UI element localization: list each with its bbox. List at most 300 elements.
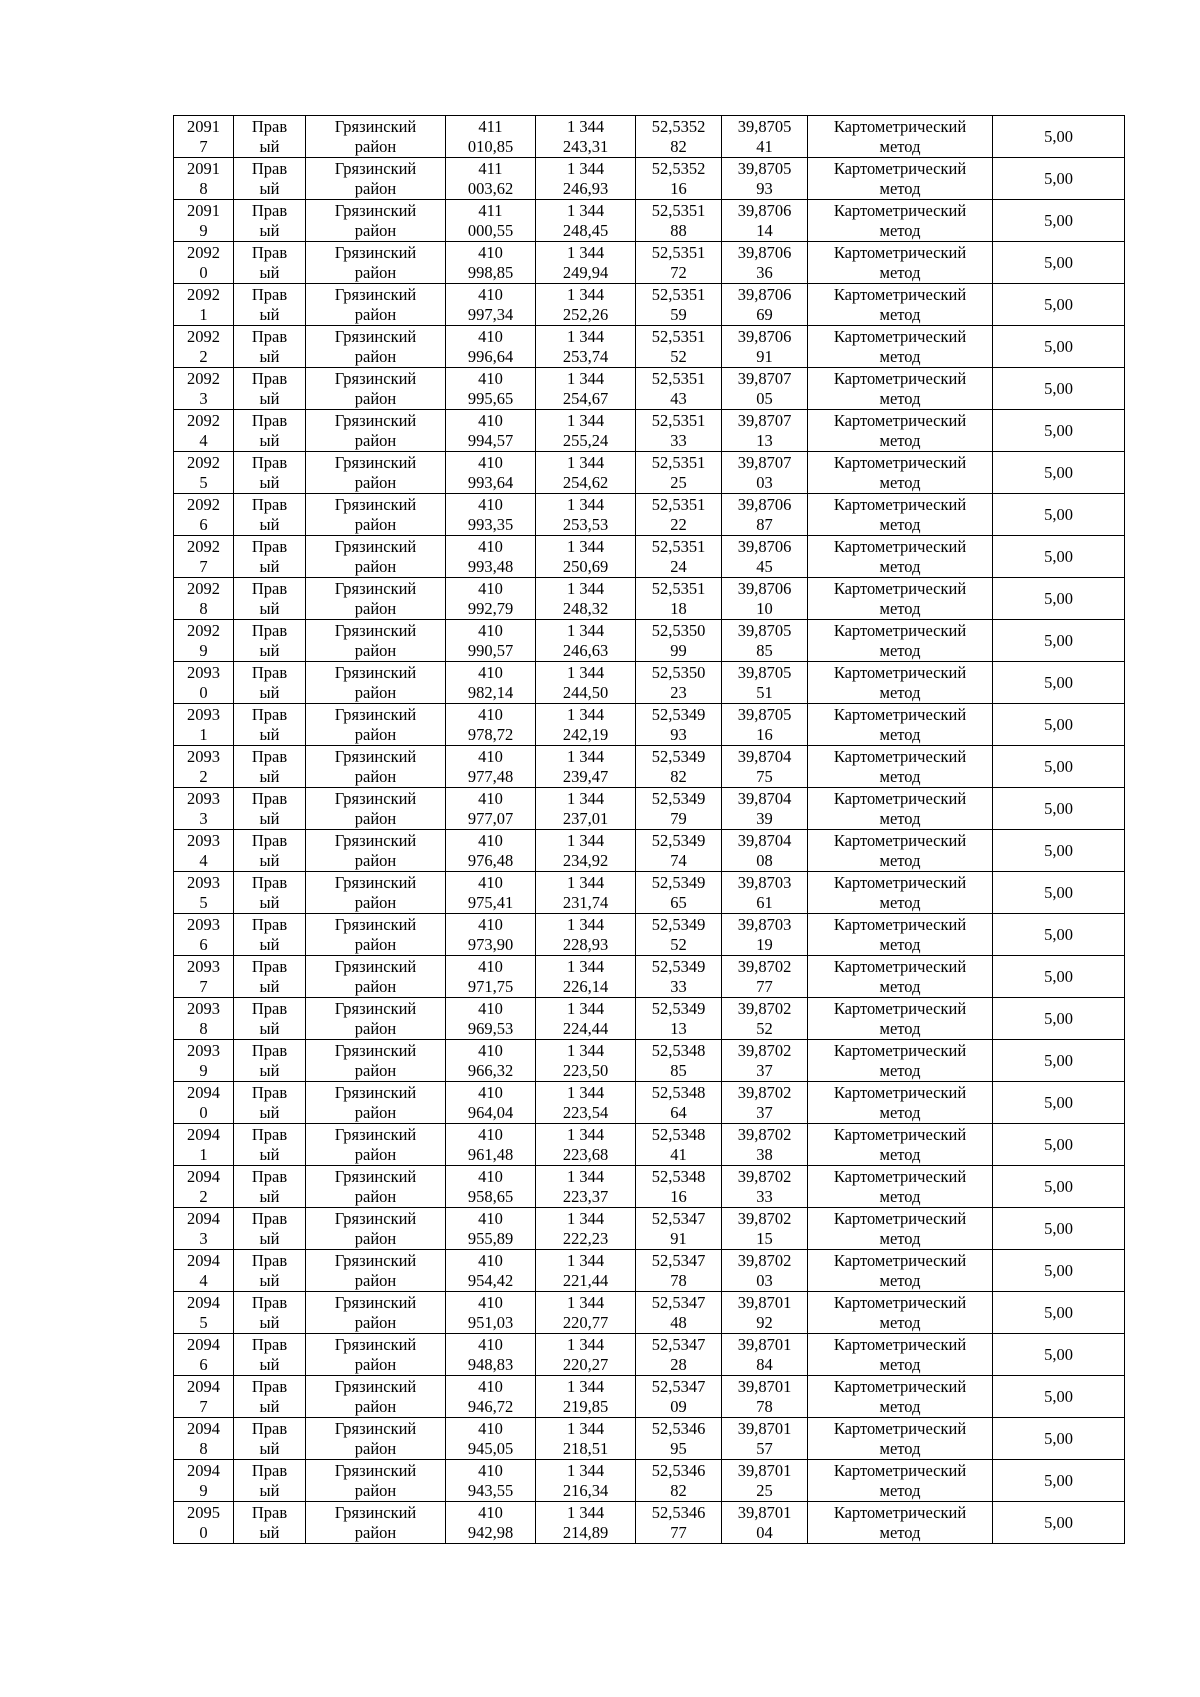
point-number-cell-line: 2093 (187, 788, 220, 808)
coord-x-cell-line: 410 (478, 788, 503, 808)
latitude-cell-line: 52,5351 (651, 368, 706, 388)
coord-x-cell-line: 410 (478, 368, 503, 388)
district-cell-line: район (354, 556, 397, 576)
accuracy-cell: 5,00 (993, 158, 1125, 200)
district-cell (306, 242, 446, 284)
coord-y-cell-line: 223,37 (562, 1186, 609, 1206)
coord-y-cell-line: 239,47 (562, 766, 609, 786)
method-cell-line: метод (879, 976, 921, 996)
accuracy-cell: 5,00 (993, 998, 1125, 1040)
point-number-cell-line: 0 (199, 262, 208, 282)
bank-side-cell-line: ый (259, 556, 280, 576)
longitude-cell-line: 39,8705 (737, 704, 792, 724)
coord-x-cell-line: 954,42 (467, 1270, 514, 1290)
coord-x-cell (446, 284, 536, 326)
point-number-cell-line: 5 (199, 472, 208, 492)
coord-y-cell-line: 1 344 (566, 662, 605, 682)
coord-y-cell-line: 234,92 (562, 850, 609, 870)
district-cell-line: Грязинский (334, 830, 417, 850)
method-cell-line: Картометрический (833, 452, 967, 472)
district-cell-line: район (354, 1480, 397, 1500)
table-row (174, 494, 1125, 536)
coord-y-cell-line: 253,74 (562, 346, 609, 366)
latitude-cell (636, 242, 722, 284)
longitude-cell-line: 52 (756, 1018, 773, 1038)
coord-x-cell-line: 410 (478, 410, 503, 430)
district-cell-line: Грязинский (334, 662, 417, 682)
coordinates-table (173, 115, 1125, 1544)
method-cell-line: метод (879, 430, 921, 450)
coord-y-cell-line: 216,34 (562, 1480, 609, 1500)
coord-x-cell-line: 410 (478, 1124, 503, 1144)
accuracy-cell: 5,00 (993, 1376, 1125, 1418)
longitude-cell-line: 33 (756, 1186, 773, 1206)
method-cell-line: Картометрический (833, 1502, 967, 1522)
district-cell (306, 200, 446, 242)
coord-y-cell (536, 1334, 636, 1376)
bank-side-cell (234, 494, 306, 536)
method-cell (808, 1166, 993, 1208)
method-cell-line: Картометрический (833, 1250, 967, 1270)
latitude-cell-line: 74 (670, 850, 687, 870)
district-cell-line: Грязинский (334, 1250, 417, 1270)
bank-side-cell (234, 1082, 306, 1124)
point-number-cell (174, 242, 234, 284)
coord-y-cell-line: 1 344 (566, 746, 605, 766)
coord-x-cell-line: 410 (478, 830, 503, 850)
bank-side-cell-line: Прав (251, 284, 288, 304)
method-cell-line: Картометрический (833, 1166, 967, 1186)
longitude-cell (722, 578, 808, 620)
table-row (174, 1166, 1125, 1208)
bank-side-cell-line: ый (259, 136, 280, 156)
point-number-cell (174, 1124, 234, 1166)
latitude-cell (636, 620, 722, 662)
district-cell-line: район (354, 598, 397, 618)
coord-y-cell-line: 1 344 (566, 914, 605, 934)
bank-side-cell (234, 1166, 306, 1208)
coord-y-cell-line: 219,85 (562, 1396, 609, 1416)
bank-side-cell (234, 704, 306, 746)
coord-x-cell-line: 411 (478, 200, 503, 220)
method-cell (808, 998, 993, 1040)
coord-x-cell-line: 410 (478, 1082, 503, 1102)
latitude-cell (636, 326, 722, 368)
coord-y-cell-line: 222,23 (562, 1228, 609, 1248)
coord-x-cell (446, 1460, 536, 1502)
coord-x-cell (446, 662, 536, 704)
coord-y-cell-line: 252,26 (562, 304, 609, 324)
coord-y-cell (536, 956, 636, 998)
bank-side-cell (234, 956, 306, 998)
point-number-cell (174, 494, 234, 536)
district-cell-line: район (354, 136, 397, 156)
coord-x-cell-line: 997,34 (467, 304, 514, 324)
point-number-cell-line: 4 (199, 850, 208, 870)
accuracy-cell: 5,00 (993, 326, 1125, 368)
longitude-cell-line: 39,8706 (737, 536, 792, 556)
method-cell-line: Картометрический (833, 704, 967, 724)
table-row (174, 1502, 1125, 1544)
point-number-cell-line: 2094 (187, 1124, 220, 1144)
table-row (174, 116, 1125, 158)
method-cell (808, 662, 993, 704)
longitude-cell-line: 91 (756, 346, 773, 366)
latitude-cell-line: 52,5351 (651, 242, 706, 262)
point-number-cell-line: 2092 (187, 452, 220, 472)
coord-y-cell-line: 237,01 (562, 808, 609, 828)
bank-side-cell-line: Прав (251, 998, 288, 1018)
longitude-cell (722, 242, 808, 284)
latitude-cell-line: 33 (670, 976, 687, 996)
method-cell-line: Картометрический (833, 242, 967, 262)
method-cell (808, 200, 993, 242)
longitude-cell-line: 03 (756, 1270, 773, 1290)
bank-side-cell-line: Прав (251, 326, 288, 346)
accuracy-cell: 5,00 (993, 284, 1125, 326)
latitude-cell-line: 52 (670, 346, 687, 366)
district-cell (306, 158, 446, 200)
latitude-cell (636, 1460, 722, 1502)
method-cell-line: Картометрический (833, 914, 967, 934)
district-cell-line: район (354, 220, 397, 240)
coord-x-cell-line: 410 (478, 578, 503, 598)
coord-x-cell-line: 964,04 (467, 1102, 514, 1122)
point-number-cell (174, 1460, 234, 1502)
longitude-cell-line: 16 (756, 724, 773, 744)
bank-side-cell-line: Прав (251, 1124, 288, 1144)
coord-y-cell-line: 226,14 (562, 976, 609, 996)
point-number-cell-line: 2094 (187, 1418, 220, 1438)
method-cell-line: метод (879, 1354, 921, 1374)
coord-x-cell-line: 992,79 (467, 598, 514, 618)
method-cell-line: Картометрический (833, 998, 967, 1018)
latitude-cell (636, 158, 722, 200)
coord-x-cell (446, 788, 536, 830)
point-number-cell (174, 1082, 234, 1124)
longitude-cell-line: 39,8701 (737, 1418, 792, 1438)
latitude-cell-line: 52,5351 (651, 284, 706, 304)
longitude-cell-line: 25 (756, 1480, 773, 1500)
coord-y-cell-line: 1 344 (566, 1418, 605, 1438)
method-cell (808, 116, 993, 158)
bank-side-cell (234, 1292, 306, 1334)
method-cell (808, 830, 993, 872)
method-cell-line: метод (879, 556, 921, 576)
district-cell (306, 284, 446, 326)
coord-y-cell-line: 1 344 (566, 1124, 605, 1144)
coord-x-cell-line: 410 (478, 956, 503, 976)
coord-x-cell-line: 410 (478, 494, 503, 514)
longitude-cell-line: 39,8706 (737, 200, 792, 220)
point-number-cell-line: 2094 (187, 1376, 220, 1396)
accuracy-cell: 5,00 (993, 368, 1125, 410)
coord-y-cell (536, 158, 636, 200)
district-cell-line: Грязинский (334, 1376, 417, 1396)
latitude-cell-line: 24 (670, 556, 687, 576)
bank-side-cell (234, 998, 306, 1040)
longitude-cell (722, 284, 808, 326)
district-cell-line: Грязинский (334, 536, 417, 556)
bank-side-cell-line: Прав (251, 746, 288, 766)
latitude-cell (636, 914, 722, 956)
method-cell-line: метод (879, 136, 921, 156)
table-row (174, 704, 1125, 746)
accuracy-cell: 5,00 (993, 956, 1125, 998)
longitude-cell-line: 45 (756, 556, 773, 576)
latitude-cell (636, 200, 722, 242)
bank-side-cell-line: ый (259, 514, 280, 534)
point-number-cell (174, 200, 234, 242)
point-number-cell-line: 2092 (187, 536, 220, 556)
district-cell-line: Грязинский (334, 1292, 417, 1312)
table-row (174, 284, 1125, 326)
table-row (174, 788, 1125, 830)
method-cell-line: метод (879, 178, 921, 198)
longitude-cell-line: 39,8701 (737, 1334, 792, 1354)
method-cell (808, 410, 993, 452)
district-cell (306, 536, 446, 578)
coord-x-cell-line: 993,48 (467, 556, 514, 576)
bank-side-cell (234, 1040, 306, 1082)
method-cell-line: Картометрический (833, 1292, 967, 1312)
accuracy-cell: 5,00 (993, 536, 1125, 578)
coord-x-cell (446, 620, 536, 662)
point-number-cell-line: 2094 (187, 1166, 220, 1186)
longitude-cell-line: 39,8706 (737, 242, 792, 262)
coord-y-cell (536, 830, 636, 872)
bank-side-cell-line: ый (259, 1480, 280, 1500)
coord-x-cell-line: 942,98 (467, 1522, 514, 1542)
district-cell-line: Грязинский (334, 1418, 417, 1438)
longitude-cell-line: 41 (756, 136, 773, 156)
bank-side-cell-line: Прав (251, 578, 288, 598)
method-cell (808, 1460, 993, 1502)
coord-y-cell (536, 1082, 636, 1124)
longitude-cell-line: 39,8701 (737, 1292, 792, 1312)
district-cell-line: Грязинский (334, 704, 417, 724)
longitude-cell-line: 37 (756, 1060, 773, 1080)
longitude-cell (722, 914, 808, 956)
latitude-cell-line: 52,5348 (651, 1040, 706, 1060)
latitude-cell-line: 52,5347 (651, 1376, 706, 1396)
longitude-cell-line: 39,8701 (737, 1460, 792, 1480)
district-cell (306, 1040, 446, 1082)
coord-x-cell-line: 945,05 (467, 1438, 514, 1458)
coord-y-cell (536, 578, 636, 620)
method-cell-line: Картометрический (833, 158, 967, 178)
point-number-cell (174, 1502, 234, 1544)
bank-side-cell (234, 914, 306, 956)
method-cell (808, 1082, 993, 1124)
point-number-cell-line: 8 (199, 598, 208, 618)
coord-y-cell-line: 248,45 (562, 220, 609, 240)
method-cell (808, 872, 993, 914)
point-number-cell (174, 914, 234, 956)
district-cell-line: Грязинский (334, 452, 417, 472)
latitude-cell-line: 22 (670, 514, 687, 534)
table-row (174, 326, 1125, 368)
method-cell (808, 1418, 993, 1460)
latitude-cell-line: 88 (670, 220, 687, 240)
coord-x-cell (446, 452, 536, 494)
table-body (174, 116, 1125, 1544)
table-row (174, 914, 1125, 956)
coord-y-cell-line: 1 344 (566, 158, 605, 178)
coord-x-cell-line: 410 (478, 1250, 503, 1270)
accuracy-cell: 5,00 (993, 1040, 1125, 1082)
latitude-cell-line: 43 (670, 388, 687, 408)
district-cell-line: район (354, 808, 397, 828)
district-cell-line: район (354, 976, 397, 996)
point-number-cell-line: 2 (199, 1186, 208, 1206)
method-cell (808, 1124, 993, 1166)
longitude-cell-line: 39,8702 (737, 956, 792, 976)
bank-side-cell-line: Прав (251, 200, 288, 220)
coord-y-cell (536, 116, 636, 158)
accuracy-cell: 5,00 (993, 872, 1125, 914)
point-number-cell (174, 368, 234, 410)
method-cell-line: метод (879, 1522, 921, 1542)
latitude-cell-line: 52,5346 (651, 1502, 706, 1522)
accuracy-cell: 5,00 (993, 1292, 1125, 1334)
bank-side-cell-line: ый (259, 430, 280, 450)
coord-x-cell-line: 410 (478, 620, 503, 640)
bank-side-cell-line: ый (259, 598, 280, 618)
district-cell-line: Грязинский (334, 578, 417, 598)
bank-side-cell-line: Прав (251, 1040, 288, 1060)
bank-side-cell-line: Прав (251, 914, 288, 934)
bank-side-cell-line: Прав (251, 1376, 288, 1396)
coord-y-cell-line: 246,63 (562, 640, 609, 660)
coord-y-cell-line: 1 344 (566, 242, 605, 262)
accuracy-cell: 5,00 (993, 1082, 1125, 1124)
district-cell (306, 368, 446, 410)
district-cell (306, 1250, 446, 1292)
district-cell (306, 1208, 446, 1250)
method-cell (808, 788, 993, 830)
coord-y-cell (536, 1250, 636, 1292)
point-number-cell (174, 1250, 234, 1292)
bank-side-cell-line: Прав (251, 704, 288, 724)
bank-side-cell-line: Прав (251, 1208, 288, 1228)
district-cell-line: район (354, 1312, 397, 1332)
bank-side-cell-line: ый (259, 1144, 280, 1164)
latitude-cell-line: 52,5351 (651, 452, 706, 472)
district-cell-line: район (354, 1354, 397, 1374)
point-number-cell (174, 452, 234, 494)
coord-x-cell-line: 976,48 (467, 850, 514, 870)
coord-y-cell (536, 872, 636, 914)
point-number-cell (174, 1208, 234, 1250)
latitude-cell-line: 25 (670, 472, 687, 492)
coord-x-cell-line: 410 (478, 452, 503, 472)
point-number-cell (174, 1166, 234, 1208)
coord-y-cell-line: 1 344 (566, 1208, 605, 1228)
longitude-cell (722, 1124, 808, 1166)
coord-x-cell-line: 410 (478, 536, 503, 556)
longitude-cell-line: 08 (756, 850, 773, 870)
longitude-cell (722, 1208, 808, 1250)
coord-y-cell-line: 1 344 (566, 620, 605, 640)
method-cell-line: Картометрический (833, 620, 967, 640)
coord-x-cell-line: 010,85 (467, 136, 514, 156)
bank-side-cell (234, 410, 306, 452)
latitude-cell-line: 52,5349 (651, 788, 706, 808)
method-cell-line: метод (879, 1186, 921, 1206)
district-cell-line: район (354, 766, 397, 786)
coord-x-cell (446, 116, 536, 158)
coord-x-cell-line: 969,53 (467, 1018, 514, 1038)
district-cell-line: район (354, 1522, 397, 1542)
coord-y-cell-line: 1 344 (566, 452, 605, 472)
district-cell-line: Грязинский (334, 620, 417, 640)
latitude-cell-line: 28 (670, 1354, 687, 1374)
coord-x-cell (446, 1334, 536, 1376)
point-number-cell-line: 2093 (187, 704, 220, 724)
coord-y-cell (536, 1502, 636, 1544)
latitude-cell (636, 704, 722, 746)
coord-x-cell-line: 948,83 (467, 1354, 514, 1374)
district-cell (306, 494, 446, 536)
latitude-cell-line: 52,5349 (651, 998, 706, 1018)
point-number-cell-line: 9 (199, 220, 208, 240)
latitude-cell-line: 82 (670, 136, 687, 156)
point-number-cell-line: 9 (199, 1060, 208, 1080)
coord-x-cell-line: 410 (478, 998, 503, 1018)
district-cell (306, 452, 446, 494)
longitude-cell-line: 61 (756, 892, 773, 912)
coord-y-cell-line: 218,51 (562, 1438, 609, 1458)
latitude-cell (636, 1208, 722, 1250)
point-number-cell (174, 956, 234, 998)
coord-x-cell-line: 993,35 (467, 514, 514, 534)
coord-x-cell-line: 961,48 (467, 1144, 514, 1164)
bank-side-cell-line: Прав (251, 1418, 288, 1438)
longitude-cell (722, 998, 808, 1040)
bank-side-cell-line: ый (259, 1102, 280, 1122)
accuracy-cell: 5,00 (993, 452, 1125, 494)
coord-x-cell-line: 410 (478, 1040, 503, 1060)
bank-side-cell-line: ый (259, 346, 280, 366)
point-number-cell-line: 2094 (187, 1292, 220, 1312)
method-cell-line: метод (879, 1312, 921, 1332)
point-number-cell-line: 2094 (187, 1208, 220, 1228)
latitude-cell-line: 79 (670, 808, 687, 828)
point-number-cell-line: 0 (199, 1102, 208, 1122)
latitude-cell-line: 52,5347 (651, 1334, 706, 1354)
point-number-cell-line: 8 (199, 1438, 208, 1458)
longitude-cell-line: 37 (756, 1102, 773, 1122)
coord-x-cell (446, 1418, 536, 1460)
latitude-cell-line: 52 (670, 934, 687, 954)
latitude-cell-line: 52,5350 (651, 662, 706, 682)
latitude-cell-line: 52,5349 (651, 872, 706, 892)
district-cell-line: район (354, 1060, 397, 1080)
latitude-cell-line: 52,5348 (651, 1124, 706, 1144)
table-row (174, 830, 1125, 872)
point-number-cell-line: 2 (199, 766, 208, 786)
district-cell-line: Грязинский (334, 410, 417, 430)
bank-side-cell (234, 662, 306, 704)
latitude-cell (636, 998, 722, 1040)
coord-y-cell-line: 1 344 (566, 1250, 605, 1270)
latitude-cell-line: 41 (670, 1144, 687, 1164)
coord-x-cell (446, 1292, 536, 1334)
longitude-cell (722, 1418, 808, 1460)
latitude-cell-line: 95 (670, 1438, 687, 1458)
coord-x-cell-line: 410 (478, 284, 503, 304)
